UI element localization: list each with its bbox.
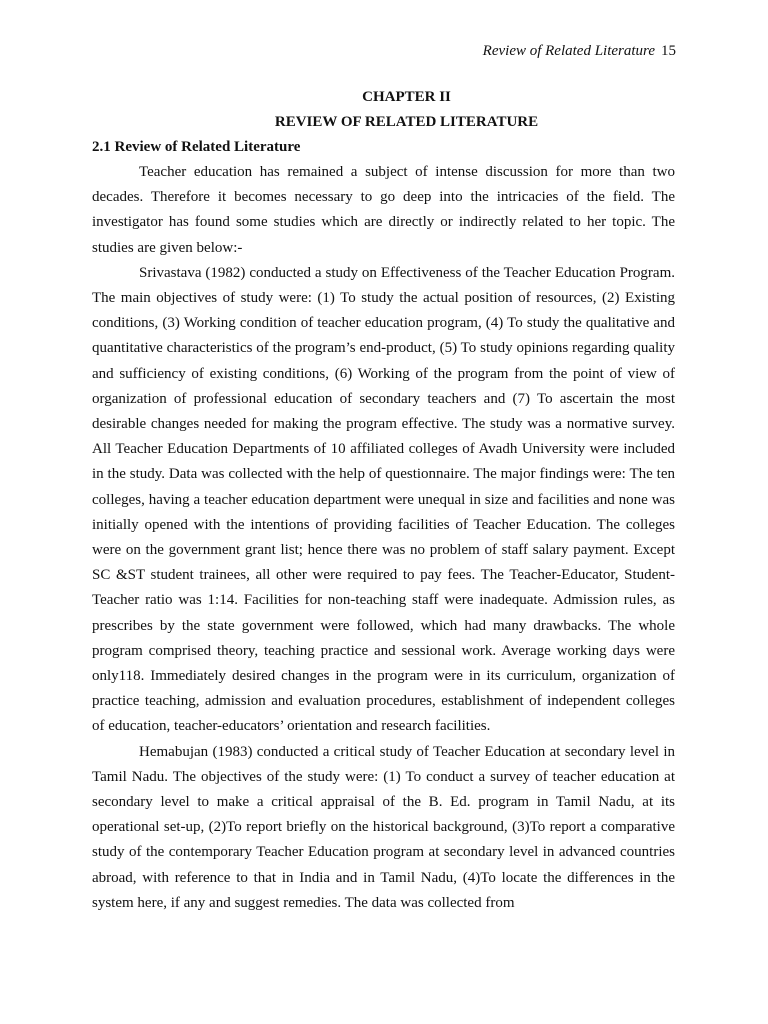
chapter-label: CHAPTER II xyxy=(362,89,451,105)
page-content xyxy=(92,85,675,916)
paragraph-intro: Teacher education has remained a subject of intense discussion for more than two decades. Therefore it becomes necessary to go deep into the intricacies of the field. The investigator has found some studies which are directly or indirectly related to her topic. The studies are given below:- xyxy=(92,164,675,256)
section-heading: 2.1 Review of Related Literature xyxy=(92,139,301,155)
chapter-title: REVIEW OF RELATED LITERATURE xyxy=(274,114,539,130)
paragraph-srivastava: Srivastava (1982) conducted a study on Effectiveness of the Teacher Education Program. The main objectives of study were: (1) To study the actual position of resources, (2) Existing conditions, (3) Working condition of teacher education program, (4) To study the qualitative and quantitative characteristics of the program’s end-product, (5) To study opinions regarding quality and sufficiency of existing conditions, (6) Working of the program from the point of view of organization of professional education of secondary teachers and (7) To ascertain the most desirable changes needed for making the program effective. The study was a normative survey. All Teacher Education Departments of 10 affiliated colleges of Avadh University were included in the study. Data was collected with the help of questionnaire. The major findings were: The ten colleges, having a teacher education department were unequal in size and facilities and none was initially opened with the intentions of providing facilities of Teacher Education. The colleges were on the government grant list; hence there was no problem of staff salary payment. Except SC &ST student trainees, all other were required to pay fees. The Teacher-Educator, Student-Teacher ratio was 1:14. Facilities for non-teaching staff were inadequate. Admission rules, as prescribes by the state government were followed, which had many drawbacks. The whole program comprised theory, teaching practice and sessional work. Average working days were only118. Immediately desired changes in the program were in its curriculum, organization of practice teaching, admission and evaluation procedures, establishment of independent colleges of education, teacher-educators’ orientation and research facilities. xyxy=(92,264,675,735)
paragraph-hemabujan: Hemabujan (1983) conducted a critical study of Teacher Education at secondary level in Tamil Nadu. The objectives of the study were: (1) To conduct a survey of teacher education at secondary level to make a critical appraisal of the B. Ed. program in Tamil Nadu, at its operational set-up, (2)To report briefly on the historical background, (3)To report a comparative study of the contemporary Teacher Education program at secondary level in advanced countries abroad, with reference to that in India and in Tamil Nadu, (4)To locate the differences in the system here, if any and suggest remedies. The data was collected from xyxy=(92,743,675,911)
running-header-title: Review of Related Literature xyxy=(482,43,655,59)
running-header xyxy=(483,41,676,61)
page-number: 15 xyxy=(661,43,676,59)
